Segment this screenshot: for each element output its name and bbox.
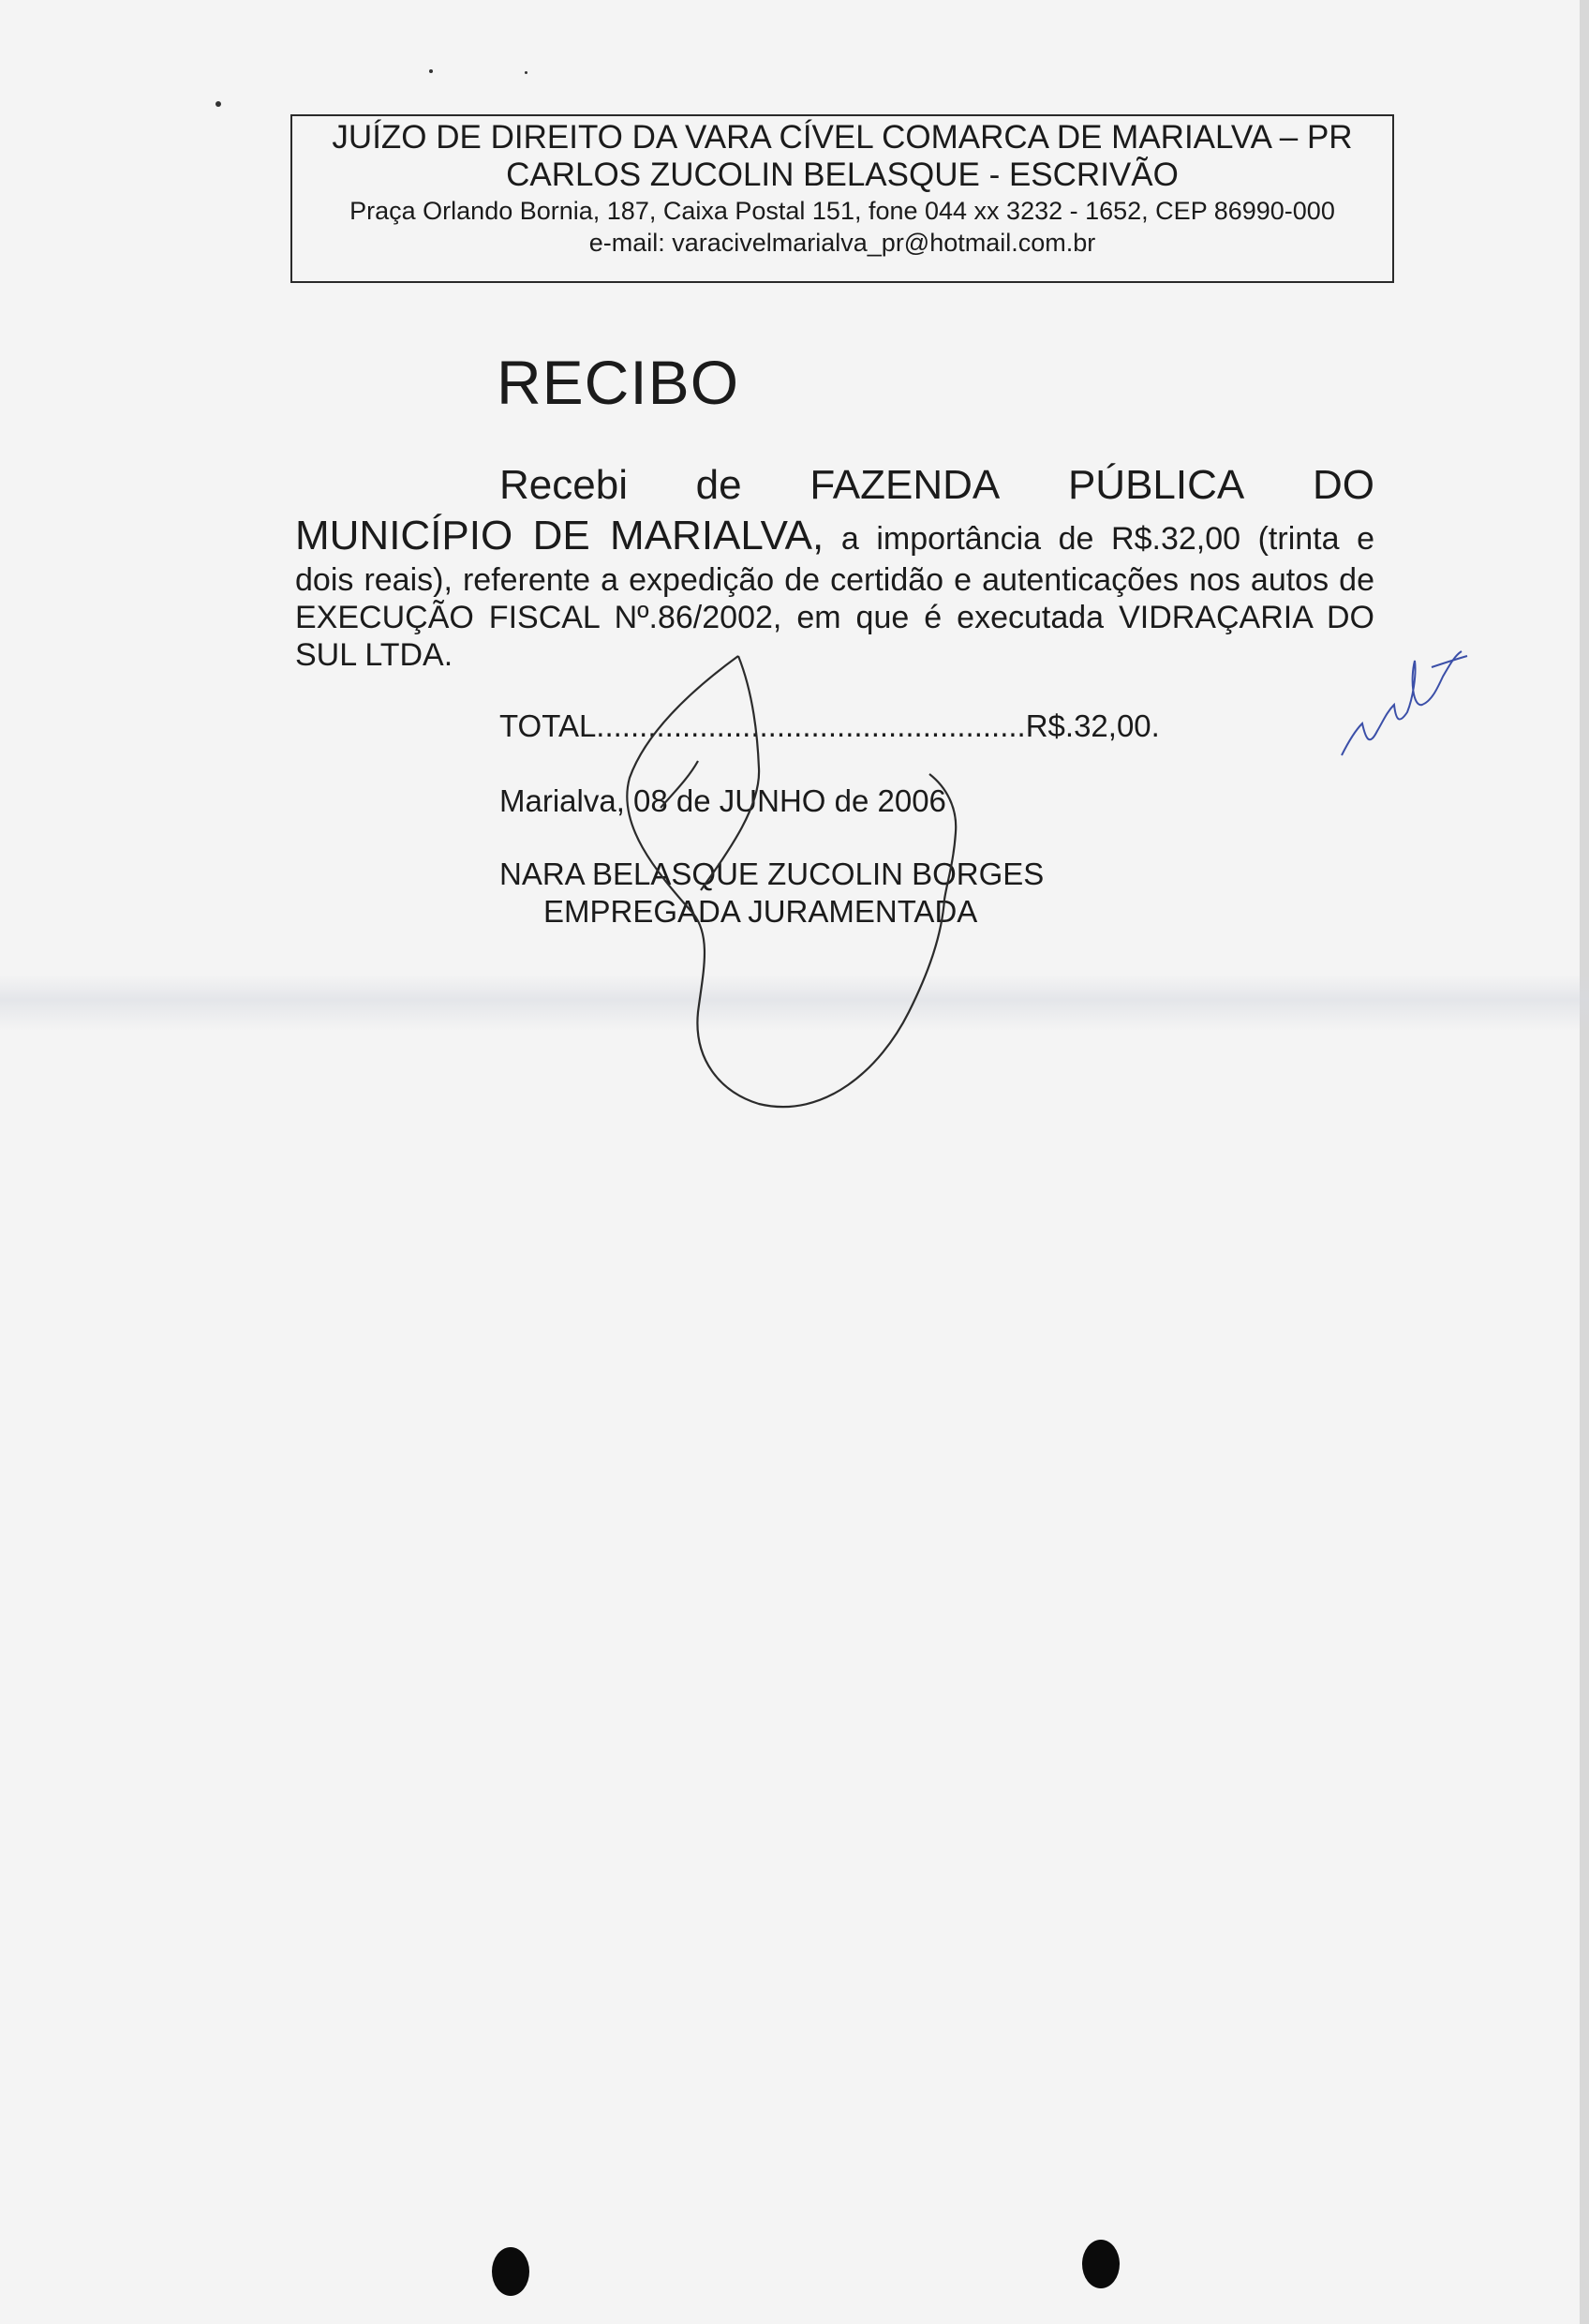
signatory-role: EMPREGADA JURAMENTADA (543, 894, 978, 929)
receipt-word: Recebi (499, 462, 628, 508)
scan-speck (215, 101, 221, 107)
receipt-word: DO (1312, 462, 1374, 508)
court-header (290, 114, 1394, 283)
scan-speck (429, 69, 433, 73)
court-clerk: CARLOS ZUCOLIN BELASQUE - ESCRIVÃO (506, 156, 1179, 193)
total-amount: TOTAL..................................................R$.32,00. (499, 708, 1160, 743)
receipt-word: de (695, 462, 742, 508)
punch-hole (492, 2247, 529, 2296)
receipt-word: PÚBLICA (1067, 462, 1245, 508)
receipt-body (295, 457, 1374, 674)
signatory-name: NARA BELASQUE ZUCOLIN BORGES (499, 857, 1045, 891)
court-email: e-mail: varacivelmarialva_pr@hotmail.com.br (588, 229, 1096, 257)
initials-stroke (1432, 656, 1467, 667)
scan-speck (525, 71, 527, 74)
page-edge (1580, 0, 1589, 2324)
receipt-date: Marialva, 08 de JUNHO de 2006 (499, 783, 946, 818)
receipt-line-2 (295, 514, 1374, 561)
amount-phrase: a importância de R$.32,00 (trinta e (840, 521, 1374, 557)
payer-name: MUNICÍPIO DE MARIALVA, (295, 513, 824, 559)
receipt-line-4: EXECUÇÃO FISCAL Nº.86/2002, em que é executada VIDRAÇARIA DO (295, 600, 1374, 635)
receipt-line-1 (295, 457, 1374, 514)
court-name: JUÍZO DE DIREITO DA VARA CÍVEL COMARCA DE MARIALVA – PR (332, 119, 1353, 156)
receipt-line-3: dois reais), referente a expedição de certidão e autenticações nos autos de (295, 562, 1374, 598)
receipt-line-5: SUL LTDA. (295, 637, 453, 673)
page-title: RECIBO (497, 348, 740, 417)
receipt-word: FAZENDA (809, 462, 1001, 508)
court-address: Praça Orlando Bornia, 187, Caixa Postal 151, fone 044 xx 3232 - 1652, CEP 86990-000 (349, 197, 1335, 225)
punch-hole (1082, 2240, 1120, 2288)
scan-artifact-band (0, 975, 1589, 1031)
